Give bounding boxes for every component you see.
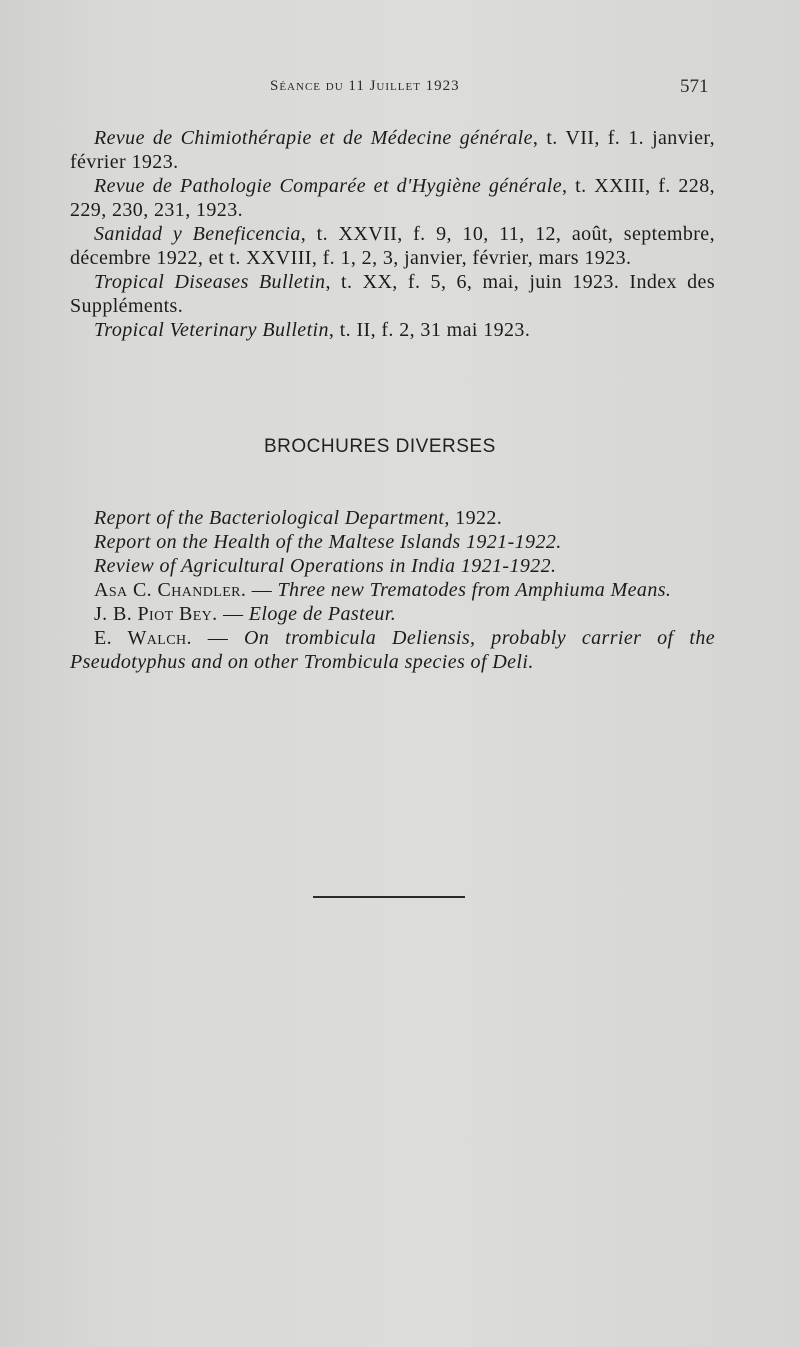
periodical-title: Sanidad y Beneficencia [94,223,301,245]
periodical-details: , t. XX, f. 5, 6, mai, juin 1923. Index des Suppléments. [70,271,716,317]
page-number: 571 [680,76,709,97]
brochure-title: On trombicula Deliensis, probably carrier of the Pseudotyphus and on other Trombicula species of Deli. [70,627,716,673]
brochures-list [70,506,715,674]
end-rule [313,896,465,898]
brochure-title: Three new Trematodes from Amphiuma Means. [277,579,672,601]
periodical-details: , t. VII, f. 1. janvier, février 1923. [70,127,716,173]
list-item [70,270,715,318]
dash: — [191,627,245,649]
brochure-title: Report of the Bacteriological Department [94,507,445,529]
list-item [70,174,715,222]
periodical-details: , t. XXIII, f. 228, 229, 230, 231, 1923. [70,175,716,221]
brochure-title: Report on the Health of the Maltese Islands 1921-1922. [94,531,562,553]
brochure-title: Review of Agricultural Operations in India 1921-1922. [94,555,557,577]
list-item [70,602,715,626]
brochure-details: , 1922. [444,507,503,529]
list-item [70,554,715,578]
periodical-title: Revue de Chimiothérapie et de Médecine générale [94,127,533,149]
list-item [70,578,715,602]
dash: — [217,603,249,625]
list-item [70,222,715,270]
dash: — [246,579,278,601]
list-item [70,318,715,342]
brochure-author: E. Walch. [94,627,192,649]
periodical-title: Tropical Veterinary Bulletin [94,319,329,341]
periodical-details: , t. II, f. 2, 31 mai 1923. [328,319,531,341]
brochure-title: Eloge de Pasteur. [248,603,397,625]
list-item [70,126,715,174]
periodical-title: Tropical Diseases Bulletin [94,271,326,293]
running-header: Séance du 11 Juillet 1923 [270,78,460,94]
periodical-title: Revue de Pathologie Comparée et d'Hygiène générale [94,175,563,197]
brochure-author: J. B. Piot Bey. [94,603,218,625]
list-item [70,626,715,674]
periodical-details: , t. XXVII, f. 9, 10, 11, 12, août, septembre, décembre 1922, et t. XXVIII, f. 1, 2, 3, janvier, février, mars 1923. [70,223,715,269]
list-item [70,506,715,530]
section-title: BROCHURES DIVERSES [264,436,496,457]
list-item [70,530,715,554]
brochure-author: Asa C. Chandler. [94,579,247,601]
periodicals-list [70,126,715,342]
